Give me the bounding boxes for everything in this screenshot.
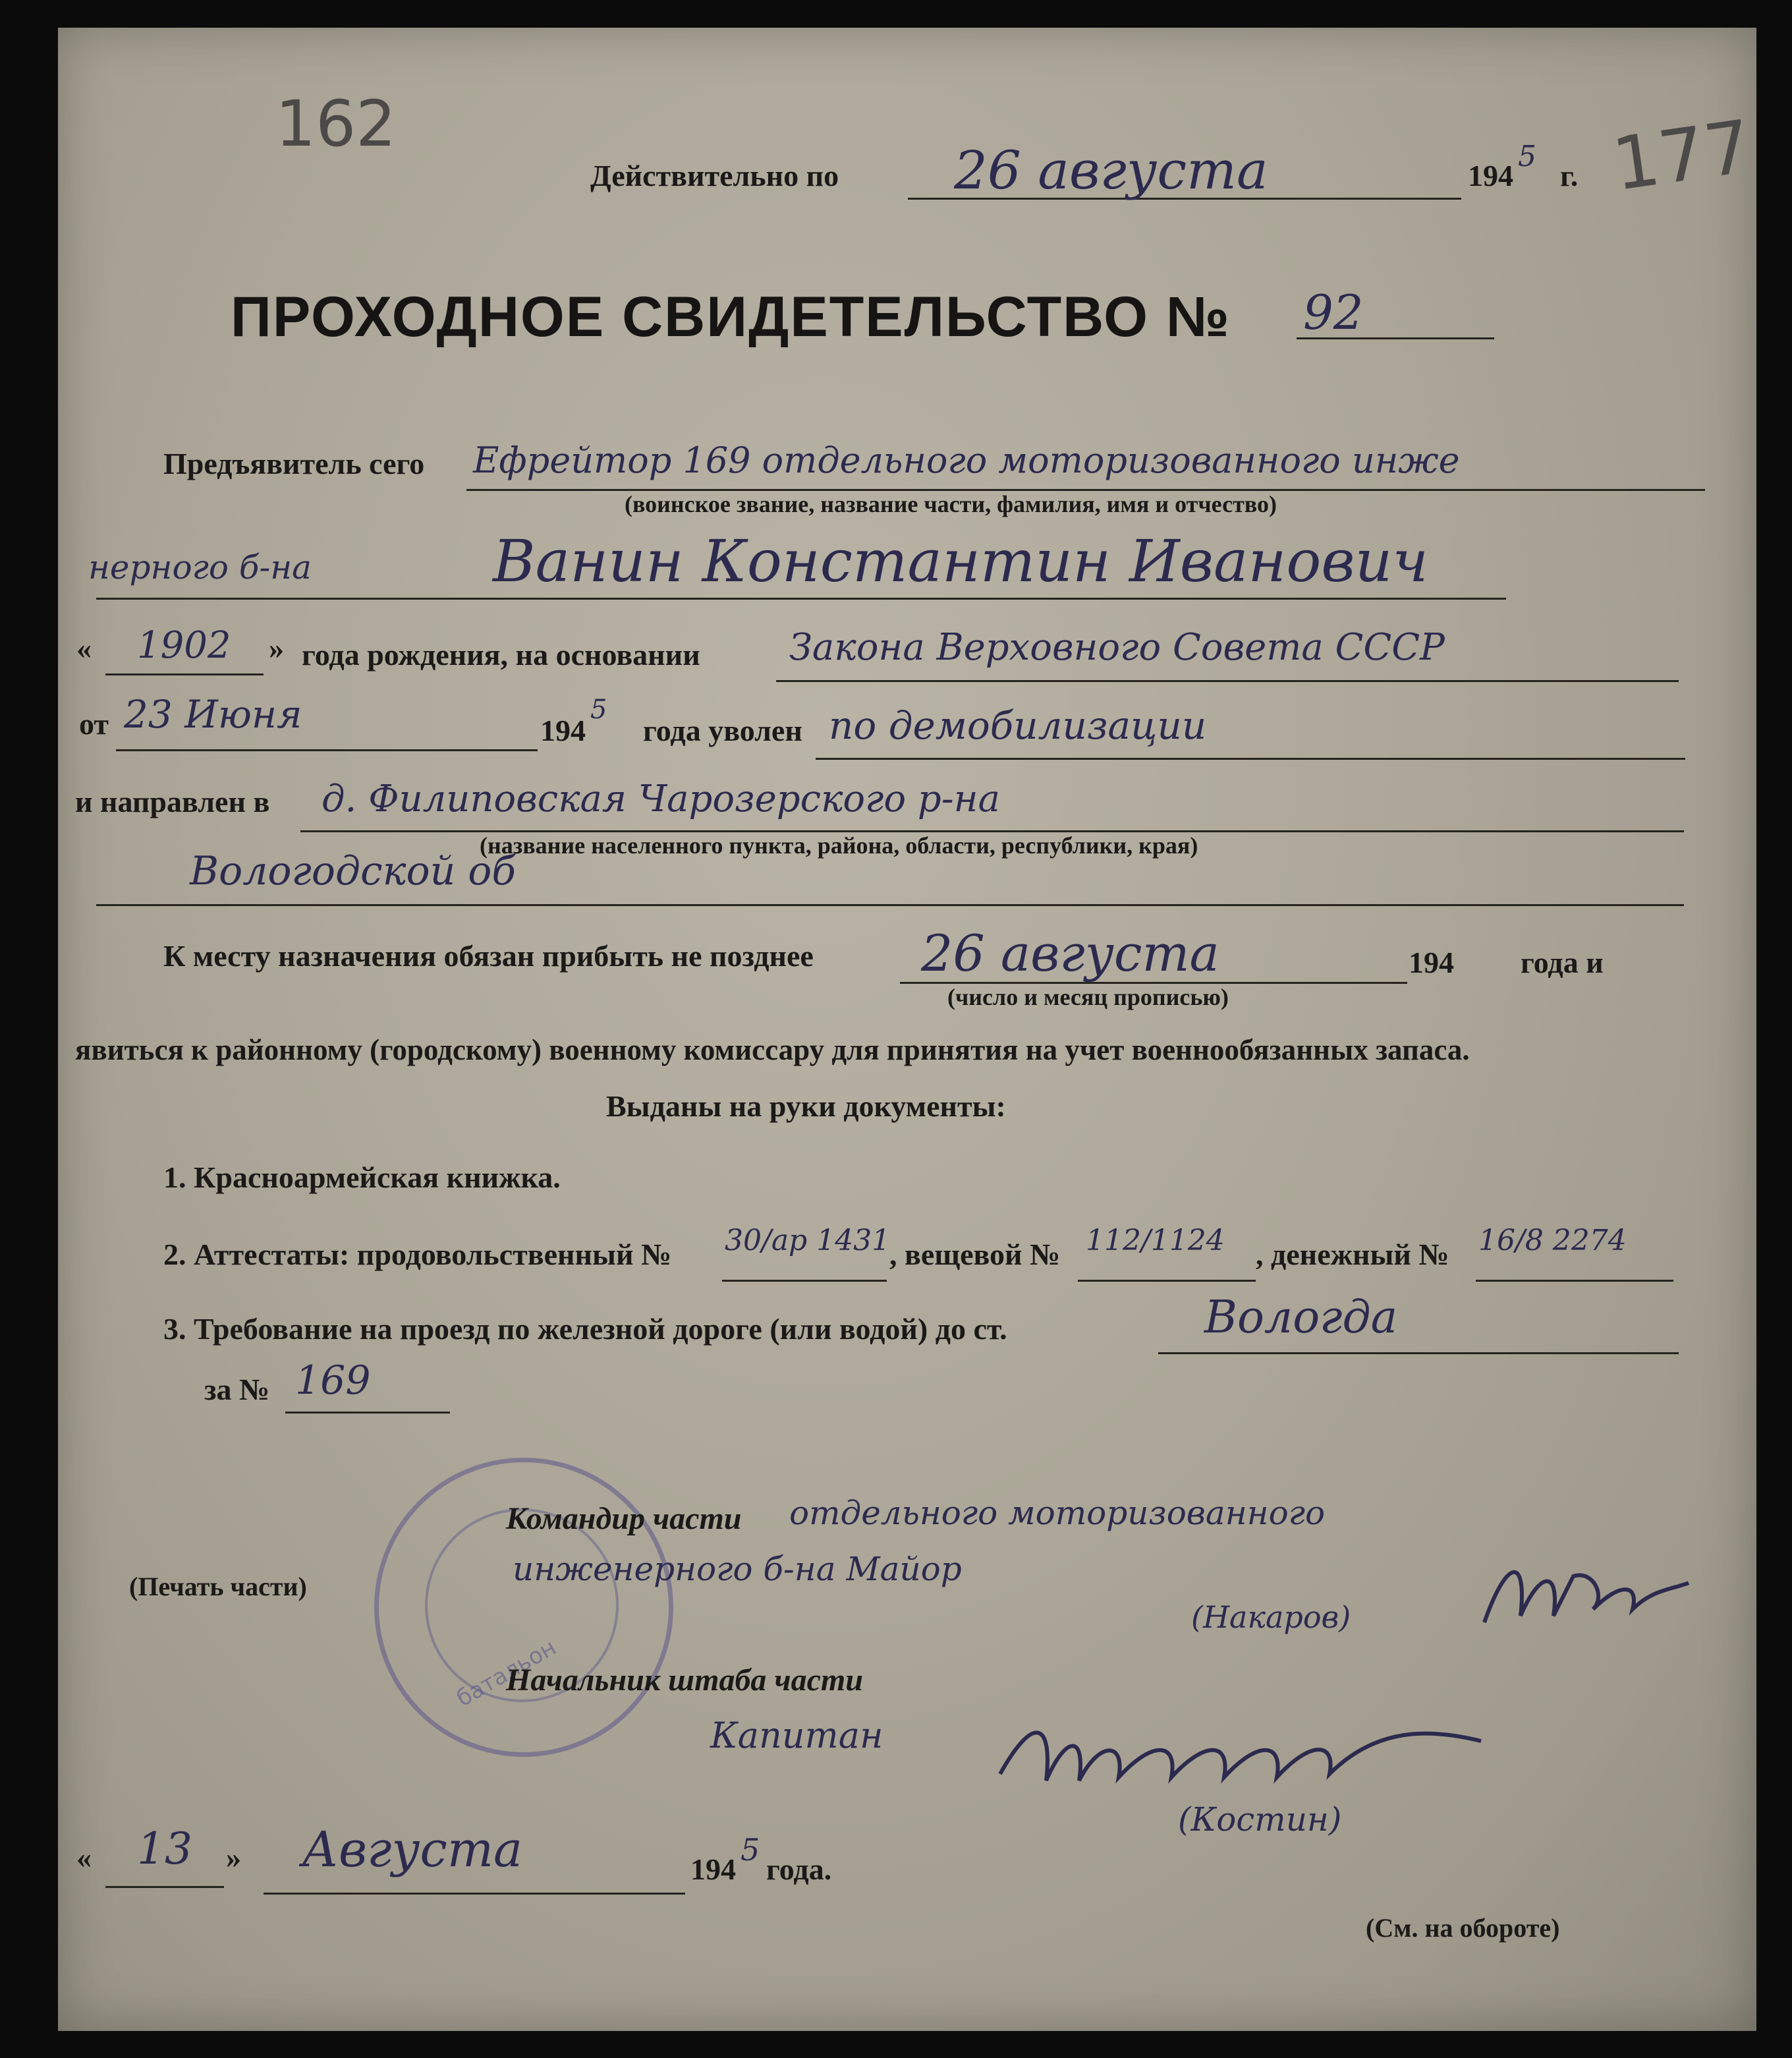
documents-item3-prefix: 3. Требование на проезд по железной дороге (или водой) до ст.	[163, 1312, 1007, 1346]
requirement-number-line	[285, 1412, 450, 1414]
food-attestat-number: 30/ар 1431	[725, 1224, 891, 1257]
documents-item3-za: за №	[204, 1373, 270, 1406]
issued-open-quote: «	[76, 1841, 92, 1874]
certificate-paper	[58, 28, 1756, 2031]
from-date: 23 Июня	[124, 692, 302, 737]
basis-value: Закона Верховного Совета СССР	[789, 626, 1445, 669]
destination-value: д. Филиповская Чарозерского р-на	[322, 778, 1000, 820]
bearer-hint: (воинское звание, название части, фамилия, имя и отчество)	[625, 491, 1277, 517]
discharge-reason: по демобилизации	[829, 703, 1207, 748]
bearer-value-line2-prefix: нерного б-на	[88, 548, 312, 586]
arrival-hint: (число и месяц прописью)	[947, 984, 1229, 1010]
bearer-value-line1: Ефрейтор 169 отдельного моторизованного инже	[473, 440, 1460, 481]
commander-unit-line1: отдельного моторизованного	[789, 1494, 1326, 1532]
bearer-line2	[96, 598, 1506, 600]
issued-label: года.	[766, 1852, 832, 1886]
destination-value-line2: Вологодской об	[190, 848, 517, 894]
issued-month-line	[264, 1893, 685, 1895]
valid-until-value: 26 августа	[954, 140, 1268, 201]
food-attestat-line	[722, 1280, 887, 1282]
bearer-label: Предъявитель сего	[163, 447, 425, 480]
birth-open-quote: «	[76, 631, 92, 665]
from-date-line	[116, 749, 538, 751]
commander-unit-line2: инженерного б-на Майор	[513, 1550, 962, 1588]
clothing-attestat-number: 112/1124	[1086, 1224, 1225, 1257]
basis-line	[776, 680, 1679, 682]
commander-signature	[1481, 1543, 1692, 1649]
arrival-year: 194	[1409, 946, 1454, 979]
commander-name: (Накаров)	[1191, 1599, 1351, 1635]
issued-close-quote: »	[226, 1841, 241, 1874]
issued-day-line	[105, 1886, 224, 1888]
money-attestat-number: 16/8 2274	[1478, 1224, 1627, 1257]
document-title: ПРОХОДНОЕ СВИДЕТЕЛЬСТВО №	[231, 285, 1231, 349]
corner-number: 177	[1608, 104, 1756, 207]
station-value: Вологда	[1204, 1292, 1398, 1344]
arrival-label2: года и	[1521, 946, 1604, 979]
birth-close-quote: »	[269, 631, 284, 665]
arrival-date: 26 августа	[921, 924, 1219, 983]
discharged-label: года уволен	[643, 714, 802, 747]
requirement-number: 169	[295, 1358, 371, 1404]
archive-number: 162	[275, 87, 397, 161]
commander-label: Командир части	[506, 1501, 742, 1536]
arrival-line2: явиться к районному (городскому) военному комиссару для принятия на учет военнообязанных запаса.	[75, 1033, 1470, 1066]
chief-of-staff-name: (Костин)	[1178, 1800, 1342, 1839]
issued-year-suffix: 5	[741, 1832, 760, 1868]
documents-item1: 1. Красноармейская книжка.	[163, 1160, 561, 1194]
issued-month: Августа	[302, 1821, 523, 1878]
seal-label: (Печать части)	[129, 1572, 307, 1601]
certificate-number: 92	[1303, 285, 1364, 340]
chief-of-staff-signature	[994, 1701, 1494, 1800]
documents-item2-prefix: 2. Аттестаты: продовольственный №	[163, 1238, 672, 1271]
discharge-reason-line	[816, 758, 1685, 760]
destination-line2	[96, 904, 1684, 906]
stamp-text: батальон	[452, 1634, 561, 1713]
birth-year: 1902	[137, 624, 231, 667]
valid-until-year-suffix: 5	[1518, 140, 1536, 173]
birth-year-line	[105, 673, 264, 675]
documents-item2-mid2: , денежный №	[1256, 1238, 1449, 1271]
documents-item2-mid: , вещевой №	[889, 1238, 1061, 1271]
bearer-name: Ванин Константин Иванович	[493, 527, 1428, 595]
issued-day: 13	[137, 1823, 192, 1874]
chief-of-staff-label: Начальник штаба части	[506, 1663, 863, 1698]
valid-until-year-unit: г.	[1560, 159, 1579, 192]
birth-label: года рождения, на основании	[302, 638, 700, 672]
destination-hint: (название населенного пункта, района, области, республики, края)	[480, 832, 1198, 859]
see-reverse-note: (См. на обороте)	[1366, 1913, 1560, 1943]
clothing-attestat-line	[1078, 1280, 1256, 1282]
from-year-prefix: 194	[540, 714, 586, 747]
destination-label: и направлен в	[75, 785, 270, 818]
issued-year-prefix: 194	[690, 1852, 736, 1886]
documents-heading: Выданы на руки документы:	[606, 1089, 1006, 1123]
chief-of-staff-rank: Капитан	[710, 1715, 883, 1756]
arrival-label: К месту назначения обязан прибыть не позднее	[163, 939, 814, 973]
valid-until-label: Действительно по	[590, 159, 839, 192]
from-label: от	[79, 707, 109, 741]
money-attestat-line	[1476, 1280, 1673, 1282]
station-line	[1158, 1352, 1679, 1354]
valid-until-year-prefix: 194	[1468, 159, 1513, 192]
from-year-suffix: 5	[590, 695, 607, 725]
